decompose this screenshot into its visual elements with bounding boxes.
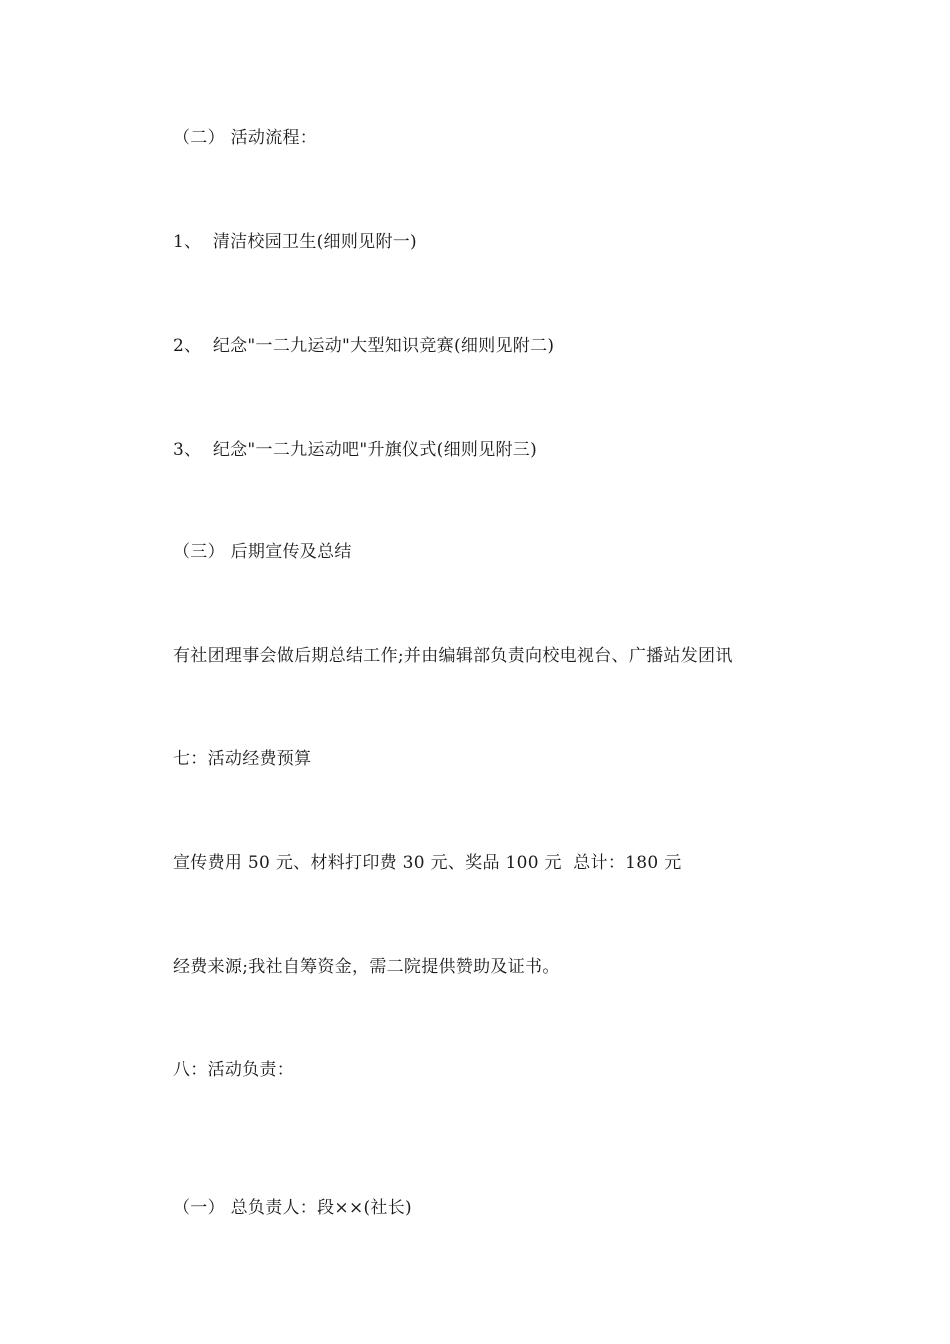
section-heading-responsible: 八：活动负责：	[173, 1060, 295, 1080]
list-item-knowledge-contest: 2、 纪念"一二九运动"大型知识竞赛(细则见附二)	[173, 336, 555, 356]
section-heading-activity-flow: （二） 活动流程：	[173, 128, 318, 148]
paragraph-budget-items: 宣传费用 50 元、材料打印费 30 元、奖品 100 元 总计：180 元	[173, 853, 682, 873]
section-heading-budget: 七：活动经费预算	[173, 749, 312, 769]
section-heading-publicity-summary: （三） 后期宣传及总结	[173, 542, 352, 562]
paragraph-chief-responsible: （一） 总负责人：段××(社长)	[173, 1198, 412, 1218]
list-item-campus-cleaning: 1、 清洁校园卫生(细则见附一)	[173, 232, 417, 252]
list-item-flag-raising: 3、 纪念"一二九运动吧"升旗仪式(细则见附三)	[173, 440, 538, 460]
paragraph-funding-source: 经费来源;我社自筹资金，需二院提供赞助及证书。	[173, 957, 560, 977]
paragraph-summary-work: 有社团理事会做后期总结工作;并由编辑部负责向校电视台、广播站发团讯	[173, 646, 733, 666]
